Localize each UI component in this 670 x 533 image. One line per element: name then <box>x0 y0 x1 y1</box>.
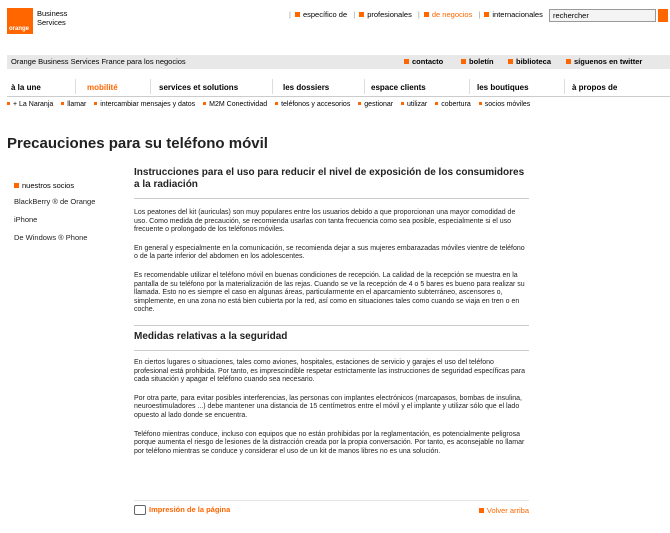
nav-separator <box>564 79 565 94</box>
nav-a-la-une[interactable]: à la une <box>11 83 41 92</box>
utility-bar <box>7 55 670 69</box>
arrow-icon <box>424 12 429 17</box>
sidebar-heading-label: nuestros socios <box>22 181 75 190</box>
separator: | <box>417 10 420 19</box>
bullet-icon <box>435 102 438 105</box>
paragraph: Es recomendable utilizar el teléfono móvil en buenas condiciones de recepción. La calidad de la recepción se muestra en la pantalla de su teléfono por la materialización de las rejas. Cuando se ve la recepción de 4 o 5 bares es bueno para realizar su llamada. Esto no es siempre el caso en algunas áreas, particularmente en el aparcamiento subterráneo, ascensores o, simplemente, en una zona no está bien cubierta por la red, así como en situaciones tales como cuando se viaja en tren o en coche. <box>134 271 525 314</box>
separator: | <box>289 10 291 19</box>
util-label: boletín <box>469 57 494 66</box>
arrow-icon <box>508 59 513 64</box>
paragraph: En ciertos lugares o situaciones, tales como aviones, hospitales, estaciones de servicio y garajes el uso del teléfono profesional está prohibida. Por tanto, es imprescindible respetar estrictamente las instrucciones de seguridad específicas para cada situación y apagar el teléfono cuando sea necesario. <box>134 358 526 384</box>
nav-mobilite[interactable]: mobilité <box>87 83 118 92</box>
search-submit-button[interactable] <box>658 9 668 22</box>
subnav-la-naranja[interactable] <box>7 101 53 108</box>
util-twitter[interactable] <box>566 55 642 69</box>
toplink-especifico[interactable]: específico de <box>302 10 348 19</box>
subnav-label: cobertura <box>441 101 471 108</box>
article <box>134 167 529 466</box>
brand-line-1: Business <box>37 9 68 18</box>
arrow-icon <box>359 12 364 17</box>
subnav-label: M2M Conectividad <box>209 101 268 108</box>
subnav-telefonos[interactable] <box>275 101 350 108</box>
util-label: contacto <box>412 57 444 66</box>
separator: | <box>478 10 481 19</box>
subnav-label: intercambiar mensajes y datos <box>100 101 196 108</box>
sidebar-heading[interactable] <box>14 181 119 190</box>
page-title: Precauciones para su teléfono móvil <box>7 135 268 152</box>
subnav-cobertura[interactable] <box>435 101 471 108</box>
subnav-label: gestionar <box>364 101 394 108</box>
subnav-label: teléfonos y accesorios <box>281 101 351 108</box>
divider <box>134 350 529 351</box>
subnav-llamar[interactable] <box>61 101 86 108</box>
section-heading-radiation: Instrucciones para el uso para reducir el nivel de exposición de los consumidores a la radiación <box>134 167 525 190</box>
util-boletin[interactable] <box>461 55 494 69</box>
util-label: biblioteca <box>516 57 552 66</box>
sidebar-item-blackberry[interactable]: BlackBerry ® de Orange <box>14 197 96 206</box>
main-nav <box>7 77 670 97</box>
bullet-icon <box>203 102 206 105</box>
brand-line-2: Services <box>37 17 66 27</box>
paragraph: En general y especialmente en la comunicación, se recomienda dejar a sus mujeres embarazadas móviles vientre de teléfono o de la parte inferior del abdomen en los adolescentes. <box>134 244 525 261</box>
nav-espace-clients[interactable]: espace clients <box>371 83 426 92</box>
subnav-label: + La Naranja <box>13 101 54 108</box>
nav-dossiers[interactable]: les dossiers <box>283 83 330 92</box>
sidebar <box>14 181 119 251</box>
arrow-icon <box>461 59 466 64</box>
bullet-icon <box>401 102 404 105</box>
back-to-top-link[interactable] <box>479 506 529 515</box>
subnav-utilizar[interactable] <box>401 101 427 108</box>
divider <box>134 198 529 199</box>
util-label: síguenos en twitter <box>574 57 643 66</box>
arrow-icon <box>484 12 489 17</box>
subnav-label: llamar <box>67 101 87 108</box>
paragraph: Por otra parte, para evitar posibles interferencias, las personas con implantes electrónicos (marcapasos, bombas de insulina, neuroestimuladores ...) debe mantener una distancia de 15 centímetros entre el móvil y el implante y utilizar sólo que el lado opuesto al lado donde se encuentra. <box>134 394 522 419</box>
sub-nav <box>7 101 670 108</box>
brand-name <box>37 10 67 27</box>
sidebar-item-iphone[interactable]: iPhone <box>14 215 38 224</box>
arrow-icon <box>14 183 19 188</box>
nav-services[interactable]: services et solutions <box>159 83 239 92</box>
bullet-icon <box>94 102 97 105</box>
util-biblioteca[interactable] <box>508 55 551 69</box>
nav-separator <box>150 79 151 94</box>
back-to-top-label: Volver arriba <box>486 506 529 515</box>
bullet-icon <box>275 102 278 105</box>
bullet-icon <box>61 102 64 105</box>
article-footer <box>134 500 529 514</box>
subnav-m2m[interactable] <box>203 101 267 108</box>
toplink-profesionales[interactable]: profesionales <box>367 10 412 19</box>
printer-icon <box>134 505 146 515</box>
util-contacto[interactable] <box>404 55 443 69</box>
toplink-negocios[interactable]: de negocios <box>431 10 473 19</box>
arrow-icon <box>404 59 409 64</box>
logo-text: orange <box>9 26 30 32</box>
tagline: Orange Business Services France para los negocios <box>11 57 186 66</box>
arrow-icon <box>295 12 300 17</box>
sidebar-item-windows-phone[interactable]: De Windows ® Phone <box>14 233 88 242</box>
subnav-label: utilizar <box>407 101 428 108</box>
nav-separator <box>75 79 76 94</box>
nav-separator <box>272 79 273 94</box>
subnav-gestionar[interactable] <box>358 101 393 108</box>
bullet-icon <box>358 102 361 105</box>
print-label: Impresión de la página <box>149 505 231 514</box>
search-input[interactable] <box>549 9 656 22</box>
print-page-link[interactable] <box>134 505 230 515</box>
orange-logo[interactable] <box>7 8 33 34</box>
nav-a-propos[interactable]: à propos de <box>572 83 618 92</box>
nav-boutiques[interactable]: les boutiques <box>477 83 529 92</box>
subnav-socios[interactable] <box>479 101 531 108</box>
audience-links <box>285 10 555 19</box>
toplink-internacionales[interactable]: internacionales <box>492 10 543 19</box>
section-heading-security: Medidas relativas a la seguridad <box>134 325 529 343</box>
arrow-icon <box>566 59 571 64</box>
paragraph: Teléfono mientras conduce, incluso con equipos que no están prohibidas por la reglamentación, es potencialmente peligrosa porque aumenta el riesgo de lesiones de la distracción creada por la propia conversación. Por tanto, es aconsejable no llamar por teléfono mientras se conduce y considerar el uso de un kit de manos libres no es una solución. <box>134 430 525 455</box>
arrow-icon <box>479 508 484 513</box>
nav-separator <box>469 79 470 94</box>
subnav-mensajes[interactable] <box>94 101 195 108</box>
separator: | <box>353 10 356 19</box>
nav-separator <box>364 79 365 94</box>
bullet-icon <box>479 102 482 105</box>
paragraph: Los peatones del kit (auriculas) son muy populares entre los usuarios debido a que proporcionan una mayor comodidad de uso. Como medida de precaución, se recomienda usarlas con tanta frecuencia como sea posible, especialmente si el uso frecuente o prolongado de los teléfonos móviles. <box>134 209 516 234</box>
subnav-label: socios móviles <box>484 101 531 108</box>
bullet-icon <box>7 102 10 105</box>
